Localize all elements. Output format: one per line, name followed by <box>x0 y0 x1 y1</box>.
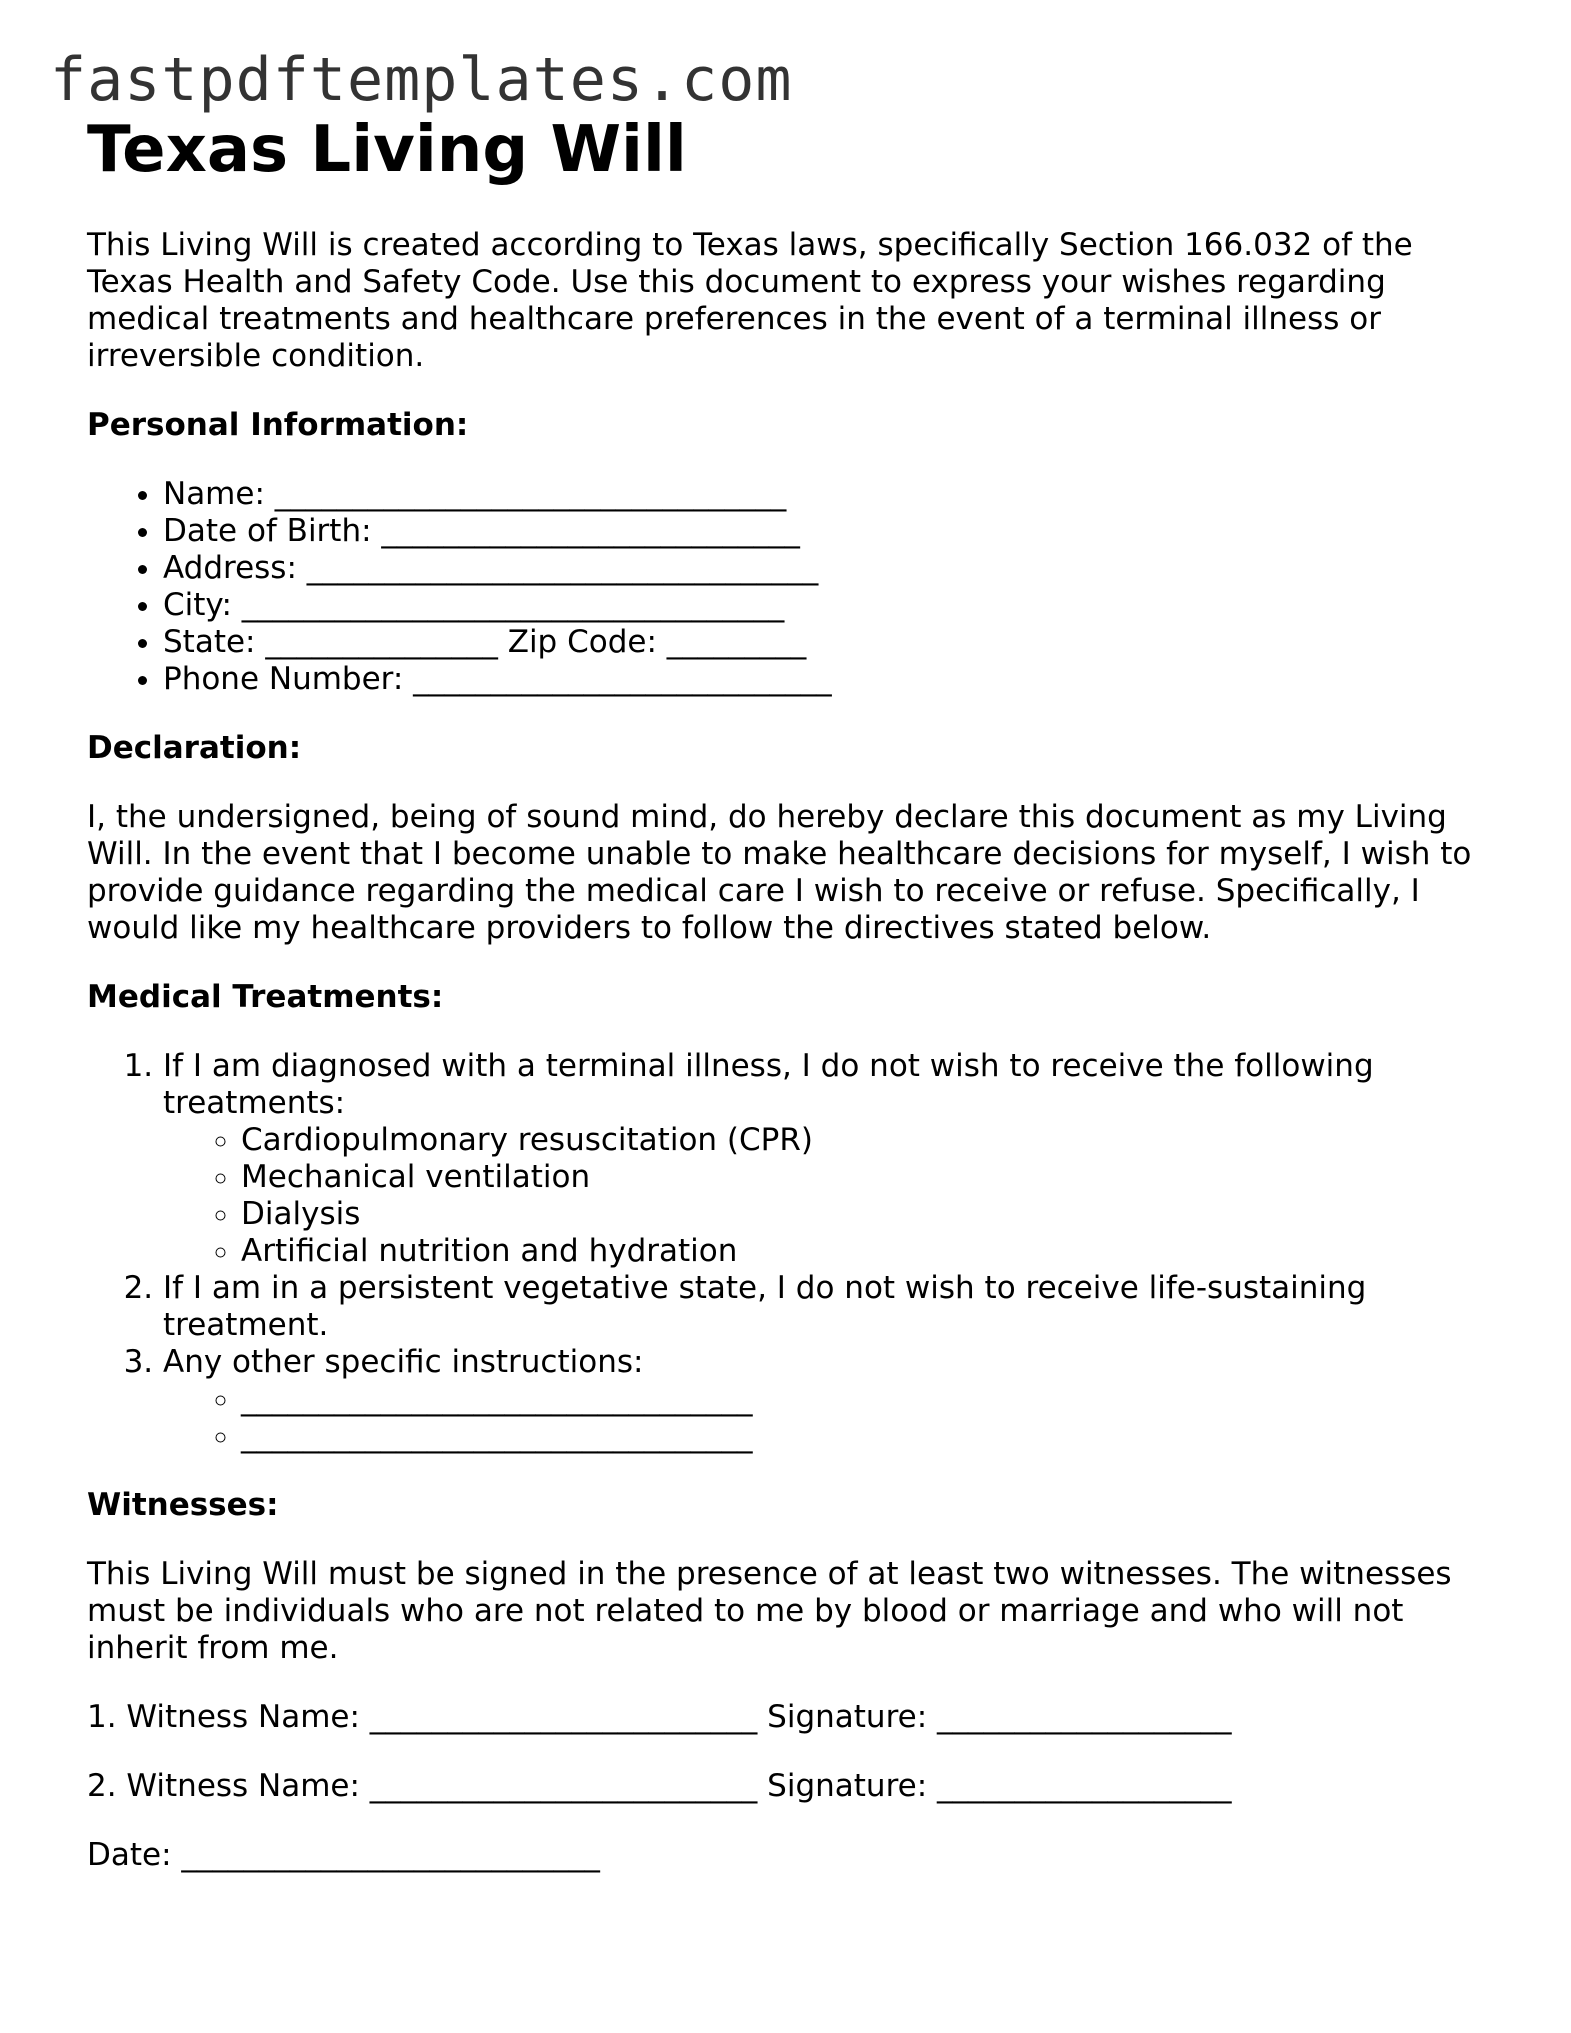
address-field[interactable]: • Address: _________________________________ <box>163 550 1507 587</box>
instruction-blank-2[interactable]: ◦ _________________________________ <box>241 1418 1507 1455</box>
medical-treatments-list <box>87 1048 1507 1455</box>
date-line[interactable]: Date: ___________________________ <box>87 1836 600 1873</box>
city-field[interactable]: • City: ___________________________________ <box>163 587 1507 624</box>
witnesses-paragraph: This Living Will must be signed in the presence of at least two witnesses. The witnesses must be individuals who are not related to me by blood or marriage and who will not inherit from me. <box>87 1555 1452 1666</box>
declaration-heading: Declaration: <box>87 729 302 766</box>
witness-2-line[interactable]: 2. Witness Name: _________________________ Signature: ___________________ <box>87 1767 1232 1804</box>
witness-1-line[interactable]: 1. Witness Name: _________________________ Signature: ___________________ <box>87 1698 1232 1735</box>
dob-field[interactable]: • Date of Birth: ___________________________ <box>163 513 1507 550</box>
page-title: Texas Living Will <box>87 113 687 187</box>
instructions-sublist <box>163 1381 1507 1455</box>
state-zip-field[interactable]: • State: _______________ Zip Code: _________ <box>163 624 1507 661</box>
personal-info-list <box>87 476 1507 698</box>
instruction-blank-1[interactable]: ◦ _________________________________ <box>241 1381 1507 1418</box>
intro-paragraph: This Living Will is created according to Texas laws, specifically Section 166.032 of the Texas Health and Safety Code. Use this document to express your wishes regarding medical treatments and healthcare preferences in the event of a terminal illness or irreversible condition. <box>87 226 1413 374</box>
medical-treatments-heading: Medical Treatments: <box>87 978 444 1015</box>
treatment-item-3 <box>163 1344 1507 1455</box>
document-page <box>87 112 1507 1874</box>
declaration-paragraph: I, the undersigned, being of sound mind, do hereby declare this document as my Living Will. In the event that I become unable to make healthcare decisions for myself, I wish to provide guidance regarding the medical care I wish to receive or refuse. Specifically, I would like my healthcare providers to follow the directives stated below. <box>87 798 1472 946</box>
personal-info-heading: Personal Information: <box>87 406 469 443</box>
treatment-item-1-text: If I am diagnosed with a terminal illness, I do not wish to receive the following treatments: <box>163 1047 1374 1121</box>
treatment-item-3-text: Any other specific instructions: <box>163 1343 644 1380</box>
treatment-cpr: ◦ Cardiopulmonary resuscitation (CPR) <box>241 1122 1507 1159</box>
treatments-sublist <box>163 1122 1507 1270</box>
treatment-item-1 <box>163 1048 1507 1270</box>
watermark-text: fastpdftemplates.com <box>50 45 793 115</box>
name-field[interactable]: • Name: _________________________________ <box>163 476 1507 513</box>
treatment-item-2: 2. If I am in a persistent vegetative state, I do not wish to receive life-sustaining treatment. <box>163 1270 1507 1344</box>
witnesses-heading: Witnesses: <box>87 1486 279 1523</box>
treatment-ventilation: ◦ Mechanical ventilation <box>241 1159 1507 1196</box>
treatment-dialysis: ◦ Dialysis <box>241 1196 1507 1233</box>
phone-field[interactable]: • Phone Number: ___________________________ <box>163 661 1507 698</box>
treatment-nutrition: ◦ Artificial nutrition and hydration <box>241 1233 1507 1270</box>
